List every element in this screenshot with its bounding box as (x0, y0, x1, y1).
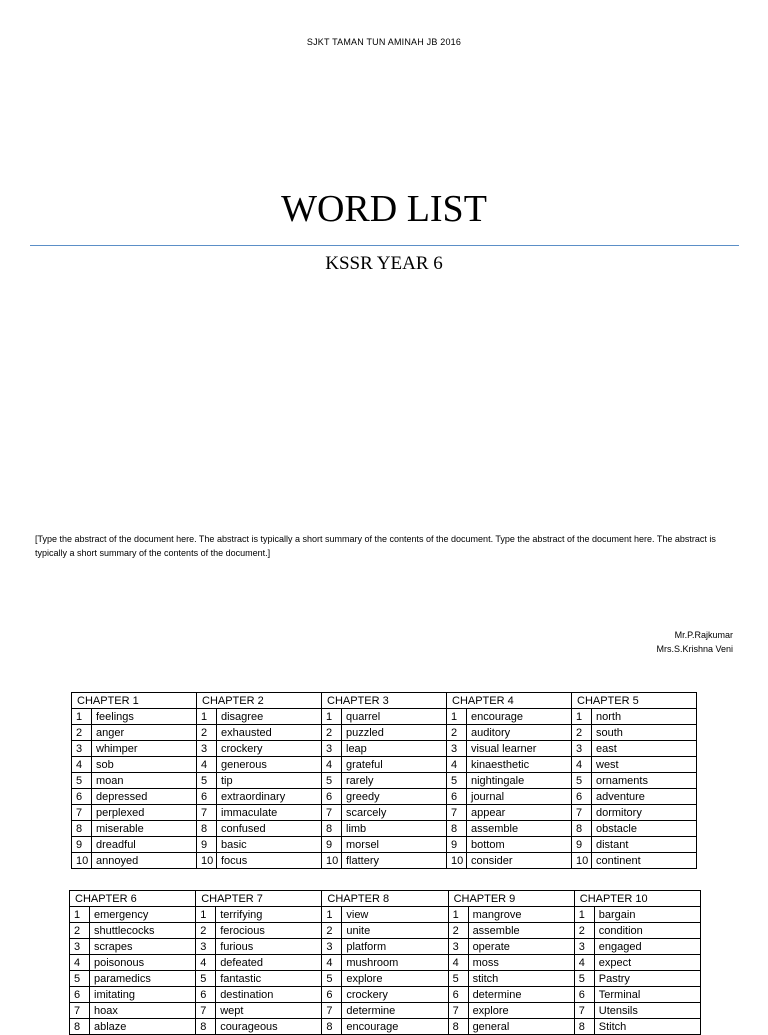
word-cell: expect (594, 955, 700, 971)
word-cell: journal (467, 789, 572, 805)
word-cell: encourage (342, 1019, 448, 1035)
word-number: 8 (572, 821, 592, 837)
word-number: 8 (197, 821, 217, 837)
word-number: 2 (572, 725, 592, 741)
table-row (70, 1003, 701, 1019)
word-cell: Stitch (594, 1019, 700, 1035)
word-cell: Terminal (594, 987, 700, 1003)
word-cell: anger (92, 725, 197, 741)
word-number: 3 (72, 741, 92, 757)
word-number: 9 (572, 837, 592, 853)
word-cell: bottom (467, 837, 572, 853)
word-cell: moan (92, 773, 197, 789)
word-number: 6 (572, 789, 592, 805)
word-cell: depressed (92, 789, 197, 805)
word-number: 4 (72, 757, 92, 773)
word-number: 1 (448, 907, 468, 923)
word-number: 2 (447, 725, 467, 741)
word-number: 10 (197, 853, 217, 869)
word-cell: platform (342, 939, 448, 955)
document-subtitle: KSSR YEAR 6 (325, 253, 443, 274)
table-row (72, 741, 697, 757)
word-cell: explore (342, 971, 448, 987)
word-number: 9 (197, 837, 217, 853)
word-number: 5 (322, 773, 342, 789)
word-number: 6 (196, 987, 216, 1003)
word-cell: quarrel (342, 709, 447, 725)
word-list-table-chapters-1-5 (71, 692, 697, 869)
word-number: 9 (447, 837, 467, 853)
word-number: 6 (322, 789, 342, 805)
word-cell: terrifying (216, 907, 322, 923)
word-number: 3 (197, 741, 217, 757)
word-cell: basic (217, 837, 322, 853)
word-cell: determine (342, 1003, 448, 1019)
chapter-title: CHAPTER 5 (572, 693, 697, 709)
word-number: 3 (447, 741, 467, 757)
table-row (72, 853, 697, 869)
table-row (70, 907, 701, 923)
chapter-header-row (72, 693, 697, 709)
word-cell: whimper (92, 741, 197, 757)
word-number: 5 (322, 971, 342, 987)
chapter-title: CHAPTER 4 (447, 693, 572, 709)
table-row (70, 987, 701, 1003)
word-number: 5 (447, 773, 467, 789)
chapter-header-row (70, 891, 701, 907)
table-row (72, 805, 697, 821)
author-name: Mrs.S.Krishna Veni (656, 644, 733, 654)
word-cell: hoax (90, 1003, 196, 1019)
word-number: 4 (448, 955, 468, 971)
word-cell: sob (92, 757, 197, 773)
word-number: 3 (572, 741, 592, 757)
word-number: 7 (322, 1003, 342, 1019)
word-cell: grateful (342, 757, 447, 773)
word-cell: explore (468, 1003, 574, 1019)
chapter-title: CHAPTER 6 (70, 891, 196, 907)
word-number: 1 (322, 709, 342, 725)
word-cell: tip (217, 773, 322, 789)
word-number: 8 (322, 1019, 342, 1035)
word-number: 7 (196, 1003, 216, 1019)
word-cell: visual learner (467, 741, 572, 757)
word-number: 2 (72, 725, 92, 741)
word-cell: stitch (468, 971, 574, 987)
word-number: 6 (322, 987, 342, 1003)
chapter-title: CHAPTER 2 (197, 693, 322, 709)
table-row (72, 821, 697, 837)
word-number: 10 (572, 853, 592, 869)
word-number: 2 (322, 725, 342, 741)
table-row (72, 725, 697, 741)
author-name: Mr.P.Rajkumar (674, 630, 733, 640)
word-cell: north (592, 709, 697, 725)
word-number: 10 (72, 853, 92, 869)
word-number: 1 (70, 907, 90, 923)
word-cell: courageous (216, 1019, 322, 1035)
word-cell: auditory (467, 725, 572, 741)
table-row (72, 757, 697, 773)
table-row (72, 837, 697, 853)
word-cell: emergency (90, 907, 196, 923)
word-number: 6 (197, 789, 217, 805)
word-cell: crockery (217, 741, 322, 757)
word-cell: kinaesthetic (467, 757, 572, 773)
word-cell: imitating (90, 987, 196, 1003)
word-cell: unite (342, 923, 448, 939)
word-number: 8 (72, 821, 92, 837)
word-number: 6 (448, 987, 468, 1003)
word-number: 3 (196, 939, 216, 955)
word-number: 7 (72, 805, 92, 821)
word-number: 8 (574, 1019, 594, 1035)
word-cell: ornaments (592, 773, 697, 789)
word-cell: exhausted (217, 725, 322, 741)
word-cell: bargain (594, 907, 700, 923)
word-cell: disagree (217, 709, 322, 725)
word-number: 2 (448, 923, 468, 939)
word-cell: continent (592, 853, 697, 869)
word-cell: shuttlecocks (90, 923, 196, 939)
word-list-table-chapters-6-10 (69, 890, 701, 1035)
chapter-title: CHAPTER 10 (574, 891, 700, 907)
author-block (656, 628, 733, 656)
word-cell: determine (468, 987, 574, 1003)
word-number: 4 (196, 955, 216, 971)
word-number: 1 (322, 907, 342, 923)
word-number: 4 (447, 757, 467, 773)
abstract-placeholder: [Type the abstract of the document here. The abstract is typically a short summary of the contents of the document. Type the abstract of the document here. The abstract is typically a short summary of the contents of the document.] (35, 534, 716, 558)
word-cell: puzzled (342, 725, 447, 741)
word-number: 4 (322, 757, 342, 773)
word-number: 6 (447, 789, 467, 805)
word-cell: mushroom (342, 955, 448, 971)
word-cell: defeated (216, 955, 322, 971)
table-row (70, 939, 701, 955)
word-cell: miserable (92, 821, 197, 837)
word-cell: leap (342, 741, 447, 757)
word-cell: Utensils (594, 1003, 700, 1019)
word-number: 9 (322, 837, 342, 853)
word-number: 10 (447, 853, 467, 869)
word-number: 4 (322, 955, 342, 971)
word-number: 7 (447, 805, 467, 821)
word-number: 2 (322, 923, 342, 939)
word-number: 1 (447, 709, 467, 725)
word-number: 7 (70, 1003, 90, 1019)
word-number: 10 (322, 853, 342, 869)
word-number: 4 (574, 955, 594, 971)
word-cell: assemble (467, 821, 572, 837)
word-cell: moss (468, 955, 574, 971)
word-number: 8 (448, 1019, 468, 1035)
word-number: 7 (197, 805, 217, 821)
page-header: SJKT TAMAN TUN AMINAH JB 2016 (306, 37, 462, 47)
word-number: 2 (196, 923, 216, 939)
table-row (70, 923, 701, 939)
word-cell: nightingale (467, 773, 572, 789)
word-number: 4 (197, 757, 217, 773)
chapter-title: CHAPTER 9 (448, 891, 574, 907)
table-row (72, 709, 697, 725)
word-cell: morsel (342, 837, 447, 853)
word-cell: appear (467, 805, 572, 821)
word-number: 5 (70, 971, 90, 987)
document-title: WORD LIST (281, 188, 487, 230)
word-cell: rarely (342, 773, 447, 789)
word-number: 1 (72, 709, 92, 725)
word-cell: furious (216, 939, 322, 955)
word-cell: flattery (342, 853, 447, 869)
table-row (72, 789, 697, 805)
word-number: 5 (197, 773, 217, 789)
word-cell: poisonous (90, 955, 196, 971)
word-number: 5 (72, 773, 92, 789)
word-number: 7 (322, 805, 342, 821)
word-number: 2 (70, 923, 90, 939)
word-number: 9 (72, 837, 92, 853)
word-number: 8 (322, 821, 342, 837)
word-cell: destination (216, 987, 322, 1003)
word-number: 6 (70, 987, 90, 1003)
word-number: 8 (70, 1019, 90, 1035)
word-cell: assemble (468, 923, 574, 939)
word-number: 1 (574, 907, 594, 923)
word-cell: engaged (594, 939, 700, 955)
word-cell: ferocious (216, 923, 322, 939)
word-cell: greedy (342, 789, 447, 805)
word-cell: generous (217, 757, 322, 773)
word-number: 3 (70, 939, 90, 955)
word-number: 2 (197, 725, 217, 741)
table-row (70, 1019, 701, 1035)
word-number: 6 (72, 789, 92, 805)
word-number: 3 (574, 939, 594, 955)
word-number: 1 (197, 709, 217, 725)
word-number: 1 (572, 709, 592, 725)
table-row (70, 971, 701, 987)
word-number: 3 (322, 741, 342, 757)
word-cell: wept (216, 1003, 322, 1019)
word-number: 1 (196, 907, 216, 923)
word-number: 7 (572, 805, 592, 821)
word-cell: scarcely (342, 805, 447, 821)
word-number: 8 (447, 821, 467, 837)
word-number: 3 (322, 939, 342, 955)
chapter-title: CHAPTER 1 (72, 693, 197, 709)
word-number: 5 (574, 971, 594, 987)
word-number: 6 (574, 987, 594, 1003)
word-cell: fantastic (216, 971, 322, 987)
word-cell: Pastry (594, 971, 700, 987)
chapter-title: CHAPTER 7 (196, 891, 322, 907)
word-cell: confused (217, 821, 322, 837)
word-cell: immaculate (217, 805, 322, 821)
word-cell: dreadful (92, 837, 197, 853)
word-cell: encourage (467, 709, 572, 725)
word-cell: distant (592, 837, 697, 853)
word-cell: condition (594, 923, 700, 939)
word-number: 5 (196, 971, 216, 987)
word-cell: east (592, 741, 697, 757)
word-cell: west (592, 757, 697, 773)
word-cell: ablaze (90, 1019, 196, 1035)
word-cell: feelings (92, 709, 197, 725)
word-cell: crockery (342, 987, 448, 1003)
table-row (70, 955, 701, 971)
word-number: 4 (572, 757, 592, 773)
word-number: 4 (70, 955, 90, 971)
word-cell: view (342, 907, 448, 923)
word-number: 2 (574, 923, 594, 939)
word-cell: consider (467, 853, 572, 869)
title-divider (30, 245, 739, 246)
table-row (72, 773, 697, 789)
word-number: 5 (572, 773, 592, 789)
word-cell: limb (342, 821, 447, 837)
word-cell: general (468, 1019, 574, 1035)
word-cell: mangrove (468, 907, 574, 923)
word-cell: obstacle (592, 821, 697, 837)
word-number: 7 (448, 1003, 468, 1019)
word-number: 7 (574, 1003, 594, 1019)
word-cell: scrapes (90, 939, 196, 955)
word-cell: extraordinary (217, 789, 322, 805)
word-number: 3 (448, 939, 468, 955)
word-cell: dormitory (592, 805, 697, 821)
word-cell: focus (217, 853, 322, 869)
word-cell: paramedics (90, 971, 196, 987)
word-number: 5 (448, 971, 468, 987)
word-cell: adventure (592, 789, 697, 805)
chapter-title: CHAPTER 8 (322, 891, 448, 907)
word-cell: perplexed (92, 805, 197, 821)
word-cell: operate (468, 939, 574, 955)
word-number: 8 (196, 1019, 216, 1035)
chapter-title: CHAPTER 3 (322, 693, 447, 709)
word-cell: south (592, 725, 697, 741)
word-cell: annoyed (92, 853, 197, 869)
